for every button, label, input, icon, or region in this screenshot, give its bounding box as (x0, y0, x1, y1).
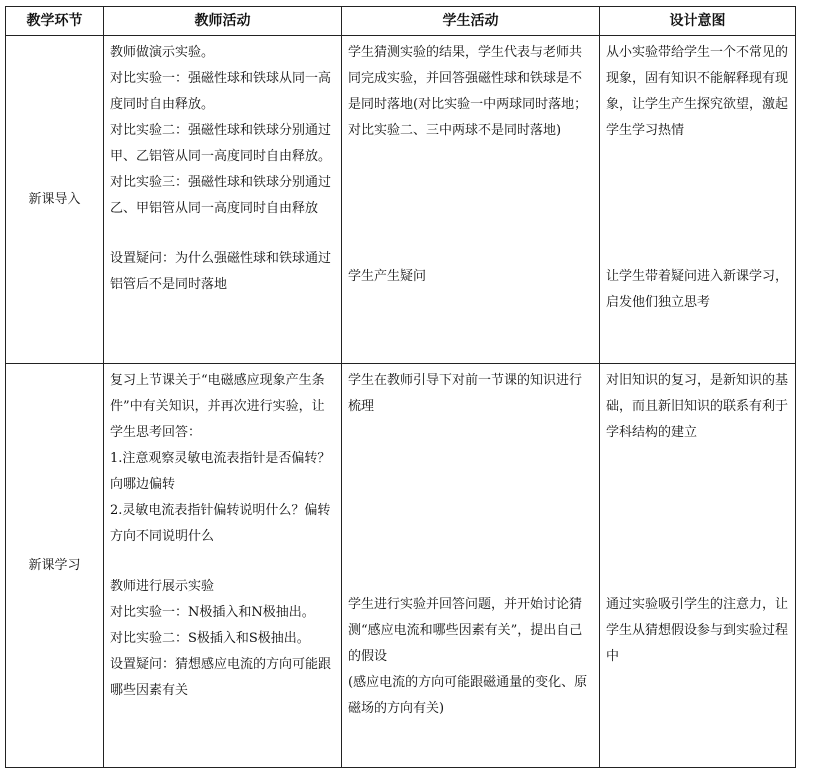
student-line: 学生进行实验并回答问题，并开始讨论猜测“感应电流和哪些因素有关”，提出自己的假设 (348, 597, 583, 664)
header-row (6, 7, 796, 36)
intent-line: 从小实验带给学生一个不常见的现象，固有知识不能解释现有现象，让学生产生探究欲望，激起学生学习热情 (606, 45, 789, 138)
teacher-cell (104, 364, 342, 768)
teacher-cell (104, 36, 342, 364)
header-student: 学生活动 (342, 7, 600, 36)
teacher-line: 设置疑问：猜想感应电流的方向可能跟哪些因素有关 (110, 657, 332, 698)
teacher-line: 对比实验二：强磁性球和铁球分别通过甲、乙铝管从同一高度同时自由释放。 (110, 123, 332, 164)
stage-cell: 新课学习 (6, 364, 104, 768)
student-line: 学生在教师引导下对前一节课的知识进行梳理 (348, 373, 583, 414)
intent-line-2: 通过实验吸引学生的注意力，让学生从猜想假设参与到实验过程中 (606, 597, 789, 664)
teacher-line: 对比实验三：强磁性球和铁球分别通过乙、甲铝管从同一高度同时自由释放 (110, 175, 332, 216)
student-question: 学生产生疑问 (348, 269, 427, 284)
student-cell (342, 364, 600, 768)
table-row (6, 36, 796, 364)
teacher-line: 教师做演示实验。 (110, 45, 215, 60)
teacher-question: 设置疑问：为什么强磁性球和铁球通过铝管后不是同时落地 (110, 251, 332, 292)
student-line: 学生猜测实验的结果，学生代表与老师共同完成实验，并回答强磁性球和铁球是不是同时落地(对比实验一中两球同时落地；对比实验二、三中两球不是同时落地) (348, 45, 588, 138)
stage-cell: 新课导入 (6, 36, 104, 364)
intent-line-2: 让学生带着疑问进入新课学习，启发他们独立思考 (606, 269, 789, 310)
intent-cell (600, 364, 796, 768)
header-intent: 设计意图 (600, 7, 796, 36)
teacher-line: 对比实验一：N极插入和N极抽出。 (110, 605, 315, 620)
intent-line: 对旧知识的复习，是新知识的基础，而且新旧知识的联系有利于学科结构的建立 (606, 373, 789, 440)
lesson-plan-table (5, 6, 796, 768)
teacher-line: 教师进行展示实验 (110, 579, 215, 594)
teacher-line: 对比实验二：S极插入和S极抽出。 (110, 631, 310, 646)
student-cell (342, 36, 600, 364)
teacher-line: 2.灵敏电流表指针偏转说明什么？偏转方向不同说明什么 (110, 503, 331, 544)
header-teacher: 教师活动 (104, 7, 342, 36)
header-stage: 教学环节 (6, 7, 104, 36)
teacher-line: 1.注意观察灵敏电流表指针是否偏转？向哪边偏转 (110, 451, 331, 492)
student-line: (感应电流的方向可能跟磁通量的变化、原磁场的方向有关) (348, 675, 588, 716)
teacher-line: 对比实验一：强磁性球和铁球从同一高度同时自由释放。 (110, 71, 332, 112)
intent-cell (600, 36, 796, 364)
table-row (6, 364, 796, 768)
teacher-line: 复习上节课关于“电磁感应现象产生条件”中有关知识，并再次进行实验，让学生思考回答： (110, 373, 325, 440)
